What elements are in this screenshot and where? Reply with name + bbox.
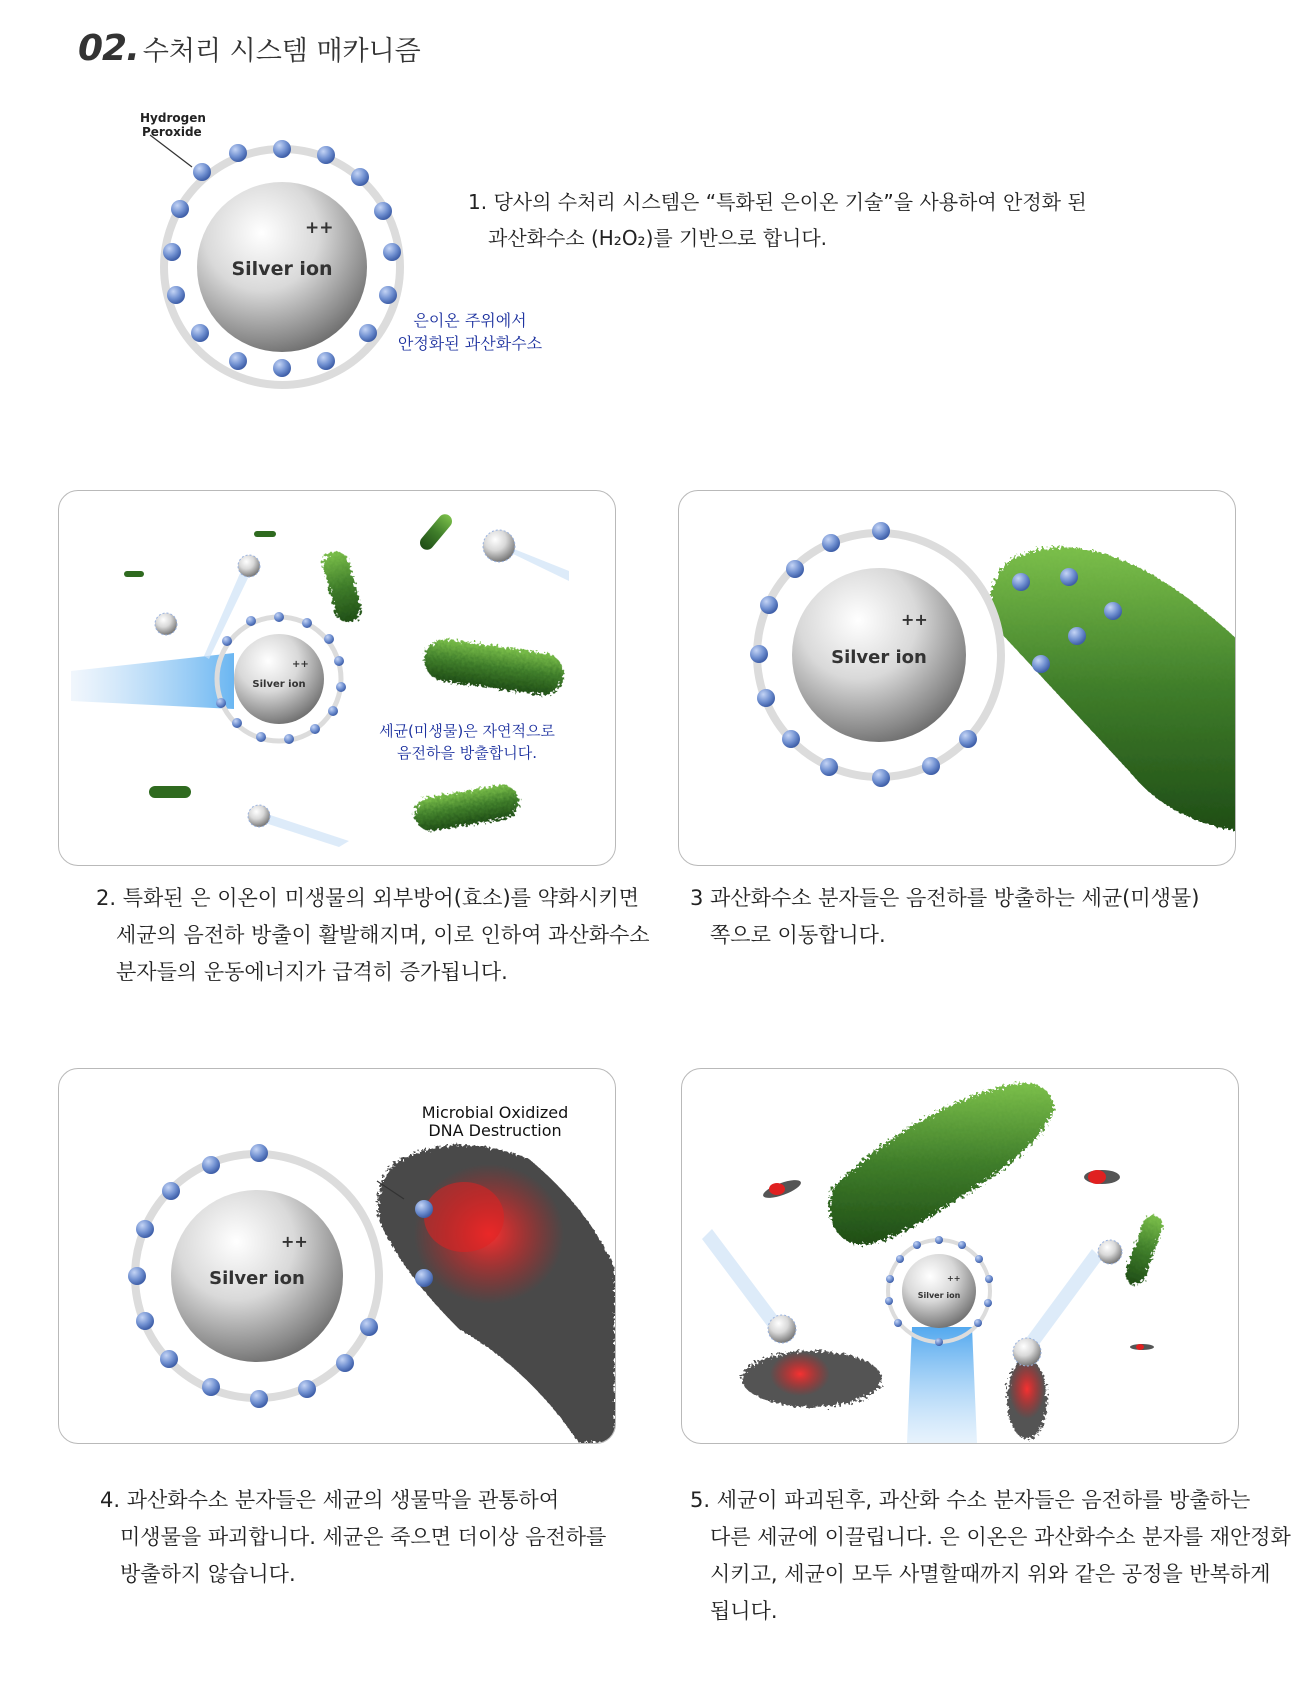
step4-description [100, 1482, 606, 1593]
silver-ion-label: Silver ion [209, 1268, 305, 1289]
ion-charge: ++ [281, 1232, 308, 1251]
step5-description [690, 1482, 1291, 1630]
hp-pointer-line [150, 135, 192, 167]
charge-beam [71, 653, 234, 709]
silver-ion-label: Silver ion [831, 647, 927, 668]
step3-text-line1: 3 과산화수소 분자들은 음전하를 방출하는 세균(미생물) [690, 886, 1200, 910]
dna-label-line1: Microbial Oxidized [421, 1103, 569, 1122]
step3-description [690, 880, 1199, 954]
heading-title: 수처리 시스템 매카니즘 [142, 36, 421, 67]
step4-text-line2: 미생물을 파괴합니다. 세균은 죽으면 더이상 음전하를 [120, 1525, 607, 1549]
step5-diagram [682, 1069, 1238, 1443]
step5-text-line3: 시키고, 세균이 모두 사멸할때까지 위와 같은 공정을 반복하게 [710, 1562, 1271, 1586]
step4-text-line3: 방출하지 않습니다. [120, 1562, 296, 1586]
ion-charge: ++ [292, 659, 309, 670]
intro-description [468, 184, 1087, 256]
ion-charge: ++ [901, 610, 928, 629]
panel-step4 [58, 1068, 616, 1444]
step5-text-line4: 됩니다. [710, 1599, 778, 1623]
intro-note-line1: 은이온 주위에서 [413, 311, 527, 330]
silver-ion-label: Silver ion [231, 258, 333, 280]
panel-step2 [58, 490, 616, 866]
ion-charge: ++ [947, 1274, 961, 1283]
step2-note-line2: 음전하을 방출합니다. [397, 744, 537, 762]
ion-charge: ++ [305, 218, 334, 238]
step2-text-line1: 2. 특화된 은 이온이 미생물의 외부방어(효소)를 약화시키면 [96, 886, 640, 910]
intro-note-line2: 안정화된 과산화수소 [397, 334, 543, 353]
step5-text-line1: 5. 세균이 파괴된후, 과산화 수소 분자들은 음전하를 방출하는 [690, 1488, 1251, 1512]
heading-number: 02. [78, 28, 139, 69]
step2-description [96, 880, 650, 991]
hp-label-line1: Hydrogen [140, 111, 206, 125]
step2-text-line2: 세균의 음전하 방출이 활발해지며, 이로 인하여 과산화수소 [116, 923, 650, 947]
step2-note-line1: 세균(미생물)은 자연적으로 [379, 722, 555, 740]
step4-diagram [59, 1069, 615, 1443]
healthy-bacterium [1122, 1213, 1165, 1287]
intro-diagram [140, 105, 590, 425]
step2-diagram [59, 491, 615, 865]
moving-molecule [1013, 1338, 1041, 1366]
silver-ion-label: Silver ion [252, 679, 306, 690]
moving-molecule [1098, 1240, 1122, 1264]
step3-text-line2: 쪽으로 이동합니다. [710, 923, 886, 947]
step3-diagram [679, 491, 1235, 865]
panel-step3 [678, 490, 1236, 866]
page-heading [78, 28, 421, 69]
penetrating-molecule [415, 1269, 433, 1287]
step5-text-line2: 다른 세균에 이끌립니다. 은 이온은 과산화수소 분자를 재안정화 [710, 1525, 1291, 1549]
step2-text-line3: 분자들의 운동에너지가 급격히 증가됩니다. [116, 960, 508, 984]
hp-label-line2: Peroxide [142, 125, 202, 139]
step4-text-line1: 4. 과산화수소 분자들은 세균의 생물막을 관통하여 [100, 1488, 560, 1512]
bacterium [991, 547, 1235, 831]
penetrating-molecule [415, 1200, 433, 1218]
silver-ion-label: Silver ion [917, 1291, 961, 1300]
dna-label-line2: DNA Destruction [428, 1121, 562, 1140]
panel-step5 [681, 1068, 1239, 1444]
intro-text-line2: 과산화수소 (H₂O₂)를 기반으로 합니다. [488, 226, 828, 250]
moving-molecule [768, 1315, 796, 1343]
intro-text-line1: 1. 당사의 수처리 시스템은 “특화된 은이온 기술”을 사용하여 안정화 된 [468, 190, 1087, 214]
healthy-bacterium [830, 1083, 1055, 1244]
